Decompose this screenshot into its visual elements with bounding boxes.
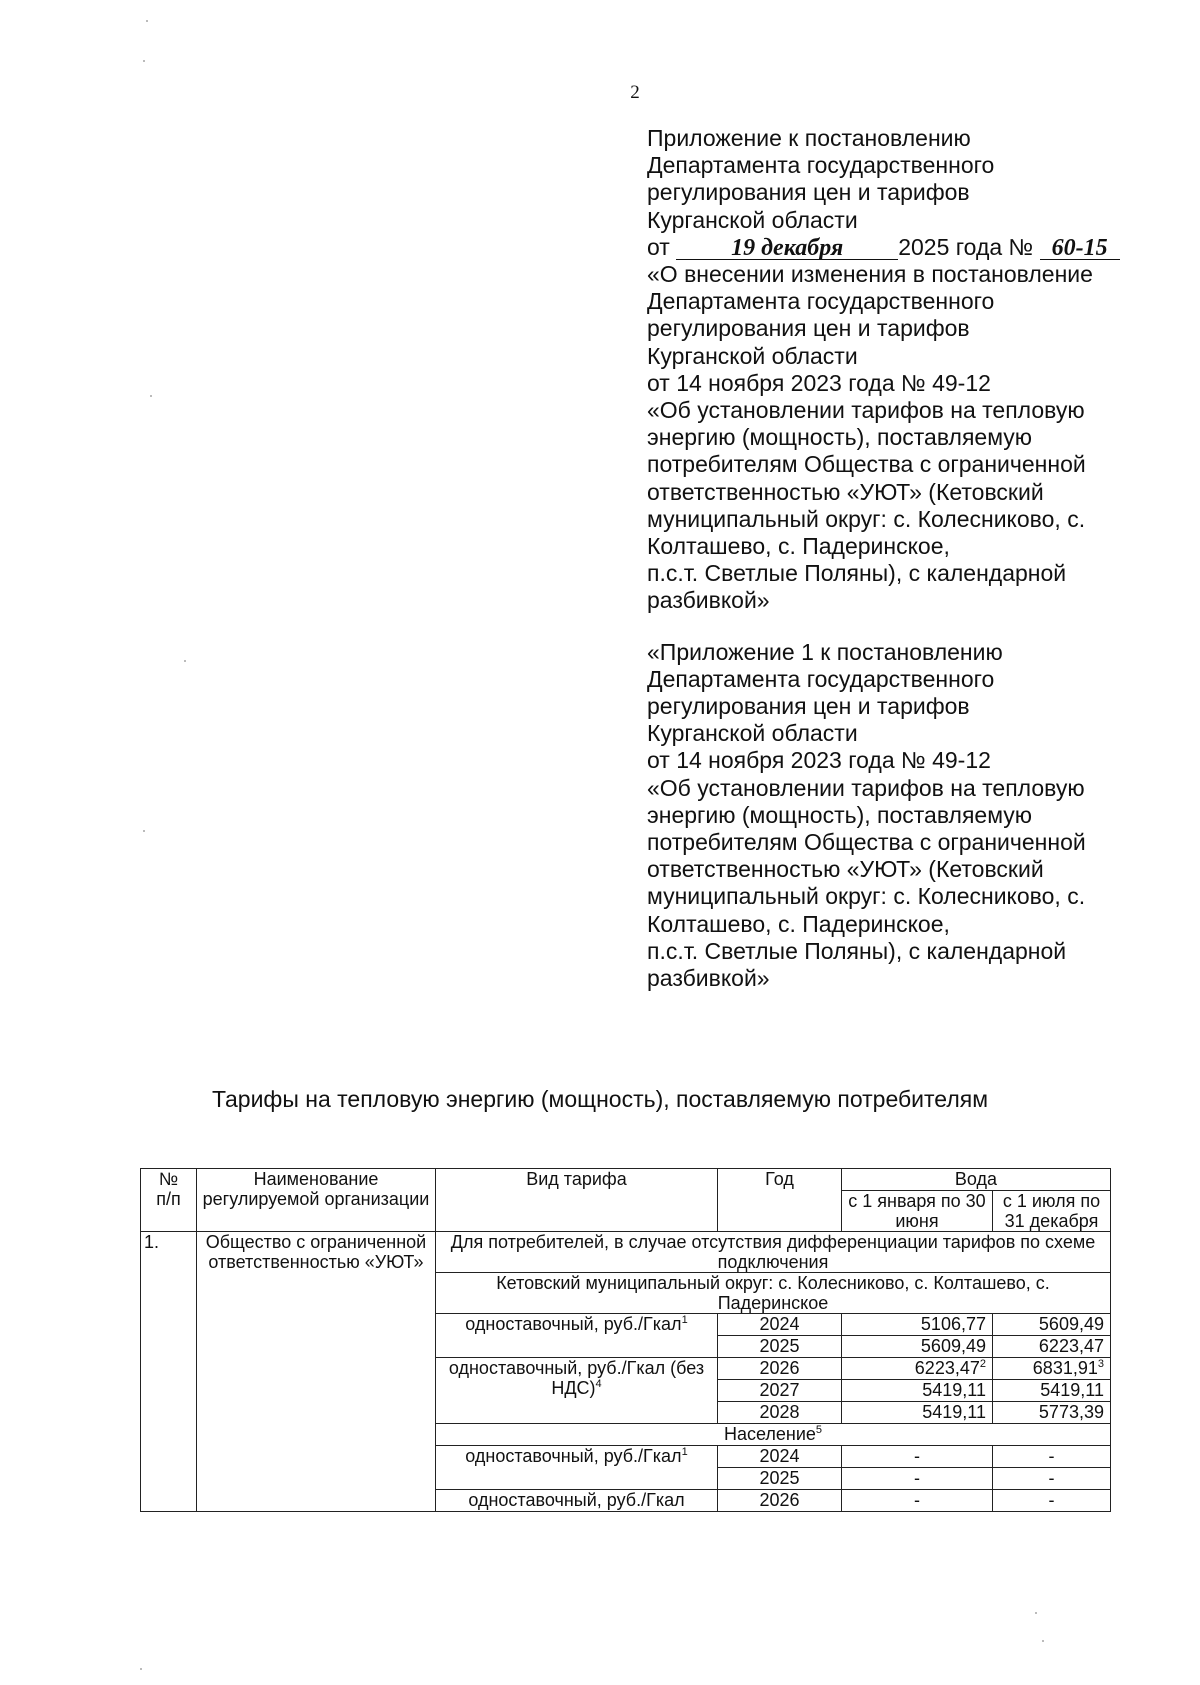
tariff-value: -	[993, 1468, 1111, 1490]
subject-line: ответственностью «УЮТ» (Кетовский	[647, 478, 1044, 505]
handwritten-number: 60-15	[1040, 237, 1120, 260]
date-prefix: от	[647, 233, 670, 260]
appendix1-line: разбивкой»	[647, 965, 770, 992]
tariff-table	[140, 1168, 1111, 1512]
row-number: 1.	[141, 1232, 197, 1512]
subject-line: регулирования цен и тарифов	[647, 315, 970, 342]
header-period-1: с 1 января по 30 июня	[842, 1191, 993, 1232]
header-year: Год	[718, 1169, 842, 1232]
section-area: Кетовский муниципальный округ: с. Колесниково, с. Колташево, с. Падеринское	[436, 1273, 1111, 1314]
tariff-type-cell: одноставочный, руб./Гкал$^1$	[436, 1446, 718, 1490]
appendix1-line: Департамента государственного	[647, 665, 995, 692]
tariff-value: -	[842, 1446, 993, 1468]
scan-speck	[1042, 1640, 1044, 1642]
year-cell: 2024	[718, 1446, 842, 1468]
table-header-row	[141, 1169, 1111, 1191]
appendix1-line: муниципальный округ: с. Колесниково, с.	[647, 883, 1086, 910]
subject-line: Курганской области	[647, 342, 858, 369]
subject-line: п.с.т. Светлые Поляны), с календарной	[647, 560, 1067, 587]
appendix1-line: п.с.т. Светлые Поляны), с календарной	[647, 937, 1067, 964]
scan-speck	[1035, 1612, 1037, 1614]
header-tariff-type: Вид тарифа	[436, 1169, 718, 1232]
scan-speck	[143, 830, 145, 832]
subject-line: энергию (мощность), поставляемую	[647, 424, 1033, 451]
scan-speck	[146, 20, 148, 22]
tariff-value: 5773,39	[993, 1402, 1111, 1424]
scan-speck	[143, 60, 145, 62]
tariff-value: 5419,11	[993, 1380, 1111, 1402]
handwritten-date: 19 декабря	[676, 237, 898, 260]
year-cell: 2027	[718, 1380, 842, 1402]
tariff-value: 5609,49	[842, 1336, 993, 1358]
year-cell: 2028	[718, 1402, 842, 1424]
tariff-value: 6223,47	[993, 1336, 1111, 1358]
tariff-value: 5609,49	[993, 1314, 1111, 1336]
tariff-value: 5419,11	[842, 1380, 993, 1402]
subject-line: Департамента государственного	[647, 288, 995, 315]
subject-line: от 14 ноября 2023 года № 49-12	[647, 369, 991, 396]
header-water: Вода	[842, 1169, 1111, 1191]
appendix1-line: от 14 ноября 2023 года № 49-12	[647, 747, 991, 774]
year-cell: 2025	[718, 1336, 842, 1358]
scan-speck	[150, 395, 152, 397]
scan-speck	[140, 1668, 142, 1670]
scan-speck	[184, 660, 186, 662]
header-organization: Наименование регулируемой организации	[197, 1169, 436, 1232]
year-cell: 2026	[718, 1490, 842, 1512]
tariff-value: -	[842, 1468, 993, 1490]
subject-line: «О внесении изменения в постановление	[647, 261, 1093, 288]
subject-line: Колташево, с. Падеринское,	[647, 533, 950, 560]
tariff-value: 5106,77	[842, 1314, 993, 1336]
appendix-title-line: регулирования цен и тарифов	[647, 179, 970, 206]
appendix-title-line: Курганской области	[647, 206, 858, 233]
section-title: Для потребителей, в случае отсутствия дифференциации тарифов по схеме подключения	[436, 1232, 1111, 1273]
header-period-2: с 1 июля по 31 декабря	[993, 1191, 1111, 1232]
appendix-title-line: Департамента государственного	[647, 152, 995, 179]
appendix-title-line: Приложение к постановлению	[647, 125, 971, 151]
appendix1-line: Курганской области	[647, 720, 858, 747]
appendix1-line: энергию (мощность), поставляемую	[647, 801, 1033, 828]
tariff-value: 6223,47$^2$	[842, 1358, 993, 1380]
table-row	[141, 1232, 1111, 1273]
document-title: Тарифы на тепловую энергию (мощность), поставляемую потребителям	[211, 1086, 989, 1112]
subject-line: потребителям Общества с ограниченной	[647, 451, 1086, 478]
date-line	[647, 234, 1167, 261]
tariff-value: -	[993, 1446, 1111, 1468]
appendix1-line: Колташево, с. Падеринское,	[647, 910, 950, 937]
subject-line: «Об установлении тарифов на тепловую	[647, 397, 1085, 424]
section-title: Население$^5$	[436, 1424, 1111, 1446]
tariff-type-cell: одноставочный, руб./Гкал (без НДС)$^4$	[436, 1358, 718, 1424]
appendix1-line: потребителям Общества с ограниченной	[647, 829, 1086, 856]
page-number: 2	[630, 82, 640, 103]
appendix1-line: ответственностью «УЮТ» (Кетовский	[647, 856, 1044, 883]
tariff-type-cell: одноставочный, руб./Гкал$^1$	[436, 1314, 718, 1358]
tariff-value: 6831,91$^3$	[993, 1358, 1111, 1380]
tariff-value: -	[842, 1490, 993, 1512]
year-text: 2025 года №	[898, 233, 1034, 260]
year-cell: 2026	[718, 1358, 842, 1380]
header-number: № п/п	[141, 1169, 197, 1232]
subject-line: муниципальный округ: с. Колесниково, с.	[647, 505, 1086, 532]
tariff-value: -	[993, 1490, 1111, 1512]
organization-name: Общество с ограниченной ответственностью «УЮТ»	[197, 1232, 436, 1512]
tariff-type-cell: одноставочный, руб./Гкал	[436, 1490, 718, 1512]
appendix1-line: регулирования цен и тарифов	[647, 693, 970, 720]
appendix-header	[647, 125, 1167, 992]
tariff-value: 5419,11	[842, 1402, 993, 1424]
appendix1-line: «Об установлении тарифов на тепловую	[647, 774, 1085, 801]
appendix1-line: «Приложение 1 к постановлению	[647, 638, 1003, 665]
subject-line: разбивкой»	[647, 587, 770, 614]
year-cell: 2024	[718, 1314, 842, 1336]
year-cell: 2025	[718, 1468, 842, 1490]
